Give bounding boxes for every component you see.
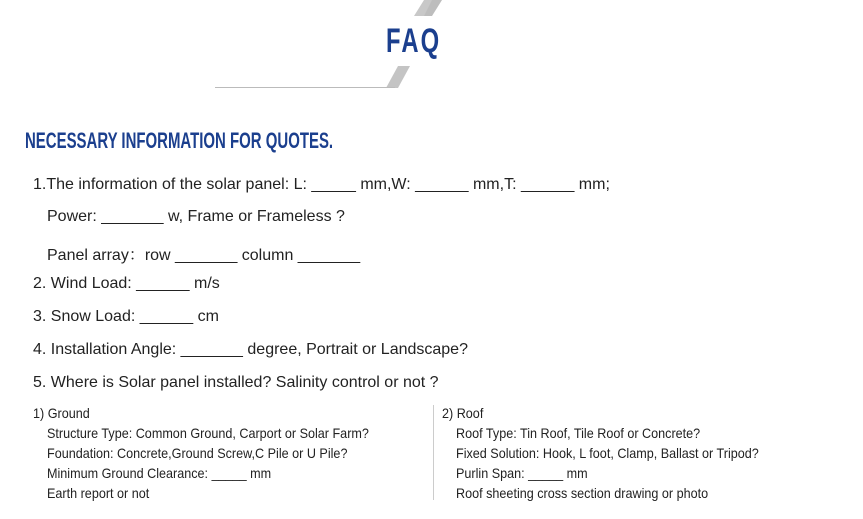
- question-panel-array: Panel array：row _______ column _______: [47, 247, 361, 264]
- column-divider: [433, 405, 434, 500]
- roof-title: 2) Roof: [442, 405, 484, 421]
- roof-item: Roof sheeting cross section drawing or photo: [456, 485, 709, 501]
- page-title: FAQ: [386, 22, 442, 60]
- roof-item: Purlin Span: _____ mm: [456, 465, 588, 481]
- ground-item: Earth report or not: [47, 485, 150, 501]
- roof-item: Fixed Solution: Hook, L foot, Clamp, Ballast or Tripod?: [456, 445, 759, 461]
- question-power: Power: _______ w, Frame or Frameless ?: [47, 208, 345, 225]
- question-snow-load: 3. Snow Load: ______ cm: [33, 308, 219, 325]
- ground-item: Minimum Ground Clearance: _____ mm: [47, 465, 272, 481]
- question-installation-angle: 4. Installation Angle: _______ degree, Portrait or Landscape?: [33, 341, 468, 358]
- ground-item: Foundation: Concrete,Ground Screw,C Pile or U Pile?: [47, 445, 348, 461]
- question-installation-place: 5. Where is Solar panel installed? Salinity control or not ?: [33, 374, 439, 391]
- question-panel-size: 1.The information of the solar panel: L: _____ mm,W: ______ mm,T: ______ mm;: [33, 176, 610, 193]
- roof-item: Roof Type: Tin Roof, Tile Roof or Concrete?: [456, 425, 701, 441]
- section-heading: NECESSARY INFORMATION FOR QUOTES.: [25, 128, 334, 153]
- ground-item: Structure Type: Common Ground, Carport or Solar Farm?: [47, 425, 369, 441]
- ground-title: 1) Ground: [33, 405, 90, 421]
- title-underline: [215, 87, 395, 88]
- question-wind-load: 2. Wind Load: ______ m/s: [33, 275, 220, 292]
